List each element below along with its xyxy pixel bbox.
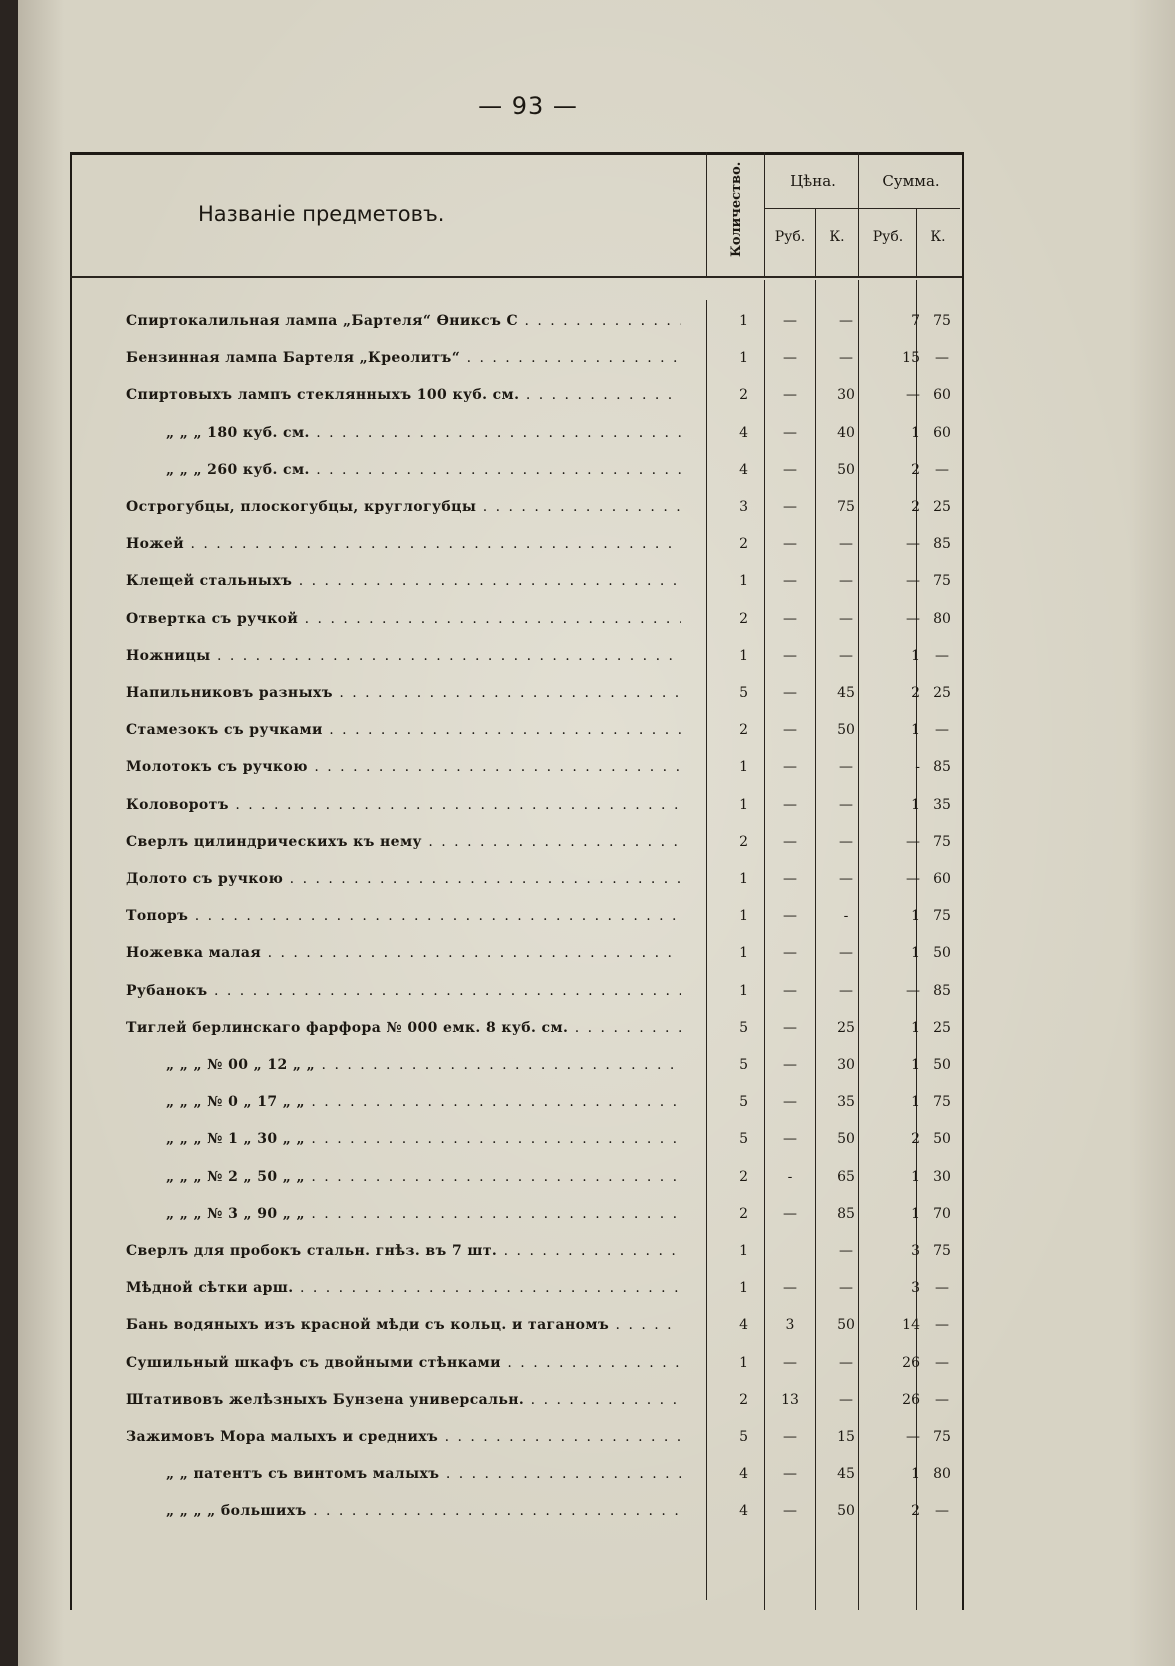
table-row	[18, 1159, 1175, 1196]
item-sum-rub: 2	[911, 1131, 920, 1147]
item-price-kop: —	[839, 871, 853, 887]
item-price-rub: —	[783, 983, 797, 999]
item-sum-rub: -	[915, 759, 920, 775]
item-name: Тиглей берлинскаго фарфора № 000 емк. 8 куб. см. . . .	[126, 1018, 681, 1038]
item-sum-rub: 2	[911, 685, 920, 701]
item-price-rub: 13	[781, 1392, 799, 1408]
item-sum-rub: —	[906, 871, 920, 887]
item-price-kop: 65	[837, 1169, 855, 1185]
item-price-rub: —	[783, 1131, 797, 1147]
item-price-kop: —	[839, 1243, 853, 1259]
item-sum-rub: 1	[911, 648, 920, 664]
item-price-kop: 50	[837, 1131, 855, 1147]
table-row	[18, 787, 1175, 824]
item-sum-kop: 75	[933, 834, 951, 850]
item-sum-kop: 85	[933, 536, 951, 552]
item-price-kop: 85	[837, 1206, 855, 1222]
table-row	[18, 1345, 1175, 1382]
item-price-kop: —	[839, 834, 853, 850]
col-line-qty	[764, 152, 765, 277]
item-sum-kop: 50	[933, 1057, 951, 1073]
item-sum-rub: 1	[911, 1020, 920, 1036]
item-name: „ „ „ № 0 „ 17 „ „ . . .	[126, 1092, 681, 1112]
item-quantity: 1	[739, 908, 748, 924]
item-name: „ „ „ 260 куб. см. . . .	[126, 460, 681, 480]
item-quantity: 1	[739, 1355, 748, 1371]
header-divider	[70, 276, 962, 278]
item-quantity: 5	[739, 685, 748, 701]
item-sum-rub: —	[906, 1429, 920, 1445]
item-sum-kop: 80	[933, 1466, 951, 1482]
item-price-kop: 75	[837, 499, 855, 515]
column-header-quantity: Количество.	[729, 161, 744, 257]
item-name: Молотокъ съ ручкою . . .	[126, 757, 681, 777]
item-sum-kop: —	[935, 1355, 949, 1371]
item-quantity: 2	[739, 611, 748, 627]
table-row	[18, 452, 1175, 489]
item-name: Спиртовыхъ лампъ стеклянныхъ 100 куб. см. . . .	[126, 385, 681, 405]
item-sum-rub: 15	[902, 350, 920, 366]
item-price-kop: 50	[837, 1317, 855, 1333]
table-row	[18, 1493, 1175, 1530]
column-header-sum-rub: Руб.	[872, 229, 904, 245]
item-name: „ „ „ 180 куб. см. . . .	[126, 423, 681, 443]
item-sum-kop: 75	[933, 573, 951, 589]
item-price-rub: —	[783, 387, 797, 403]
item-price-kop: 30	[837, 387, 855, 403]
item-name: Ножей . . .	[126, 534, 681, 554]
item-name: Сверлъ для пробокъ стальн. гнѣз. въ 7 шт. . . .	[126, 1241, 681, 1261]
item-quantity: 2	[739, 387, 748, 403]
item-price-kop: —	[839, 797, 853, 813]
item-price-kop: -	[843, 908, 849, 924]
item-name: „ „ „ № 00 „ 12 „ „ . . .	[126, 1055, 681, 1075]
item-sum-rub: 1	[911, 797, 920, 813]
item-name: „ „ „ № 2 „ 50 „ „ . . .	[126, 1167, 681, 1187]
table-row	[18, 1419, 1175, 1456]
item-sum-kop: —	[935, 1392, 949, 1408]
item-name: Мѣдной сѣтки арш. . . .	[126, 1278, 681, 1298]
item-quantity: 2	[739, 1206, 748, 1222]
item-sum-rub: —	[906, 611, 920, 627]
item-price-kop: —	[839, 1280, 853, 1296]
item-price-rub: —	[783, 908, 797, 924]
item-sum-kop: 60	[933, 425, 951, 441]
item-sum-rub: 26	[902, 1355, 920, 1371]
table-row	[18, 563, 1175, 600]
item-price-kop: —	[839, 611, 853, 627]
item-name: Рубанокъ . . .	[126, 981, 681, 1001]
item-quantity: 4	[739, 462, 748, 478]
item-price-rub: -	[787, 1169, 793, 1185]
item-quantity: 5	[739, 1094, 748, 1110]
table-row	[18, 638, 1175, 675]
table-row	[18, 415, 1175, 452]
item-price-kop: —	[839, 1392, 853, 1408]
item-sum-kop: 25	[933, 499, 951, 515]
item-price-rub: —	[783, 834, 797, 850]
item-quantity: 1	[739, 350, 748, 366]
item-price-rub: —	[783, 1355, 797, 1371]
item-price-rub: —	[783, 648, 797, 664]
item-sum-rub: —	[906, 387, 920, 403]
table-row	[18, 1121, 1175, 1158]
item-sum-kop: 75	[933, 313, 951, 329]
item-name: Стамезокъ съ ручками . . .	[126, 720, 681, 740]
item-price-rub: —	[783, 499, 797, 515]
item-price-rub: —	[783, 611, 797, 627]
table-row	[18, 973, 1175, 1010]
col-line-name	[706, 152, 707, 277]
column-header-sum: Сумма.	[882, 172, 940, 190]
item-name: Сверлъ цилиндрическихъ къ нему . . .	[126, 832, 681, 852]
item-sum-kop: 50	[933, 945, 951, 961]
item-sum-kop: 75	[933, 1429, 951, 1445]
item-sum-kop: 25	[933, 1020, 951, 1036]
column-header-items: Названіе предметовъ.	[198, 202, 445, 226]
item-price-rub: —	[783, 573, 797, 589]
table-row	[18, 601, 1175, 638]
item-price-rub: —	[783, 1503, 797, 1519]
item-price-kop: 25	[837, 1020, 855, 1036]
item-sum-rub: 1	[911, 1057, 920, 1073]
item-sum-kop: —	[935, 462, 949, 478]
item-name: Сушильный шкафъ съ двойными стѣнками . . .	[126, 1353, 681, 1373]
item-price-kop: 40	[837, 425, 855, 441]
item-price-rub: —	[783, 536, 797, 552]
item-sum-kop: 30	[933, 1169, 951, 1185]
item-sum-kop: —	[935, 1503, 949, 1519]
item-price-rub: —	[783, 1094, 797, 1110]
item-quantity: 5	[739, 1020, 748, 1036]
item-price-rub: —	[783, 350, 797, 366]
item-quantity: 4	[739, 425, 748, 441]
item-sum-rub: 1	[911, 722, 920, 738]
item-quantity: 1	[739, 648, 748, 664]
table-row	[18, 1196, 1175, 1233]
item-name: Острогубцы, плоскогубцы, круглогубцы . . .	[126, 497, 681, 517]
item-sum-kop: 25	[933, 685, 951, 701]
item-quantity: 1	[739, 573, 748, 589]
item-quantity: 2	[739, 536, 748, 552]
item-price-kop: —	[839, 313, 853, 329]
item-price-rub: —	[783, 945, 797, 961]
item-sum-rub: 1	[911, 908, 920, 924]
item-name: Клещей стальныхъ . . .	[126, 571, 681, 591]
item-sum-kop: —	[935, 722, 949, 738]
item-quantity: 5	[739, 1057, 748, 1073]
item-sum-rub: 2	[911, 499, 920, 515]
item-name: Штативовъ желѣзныхъ Бунзена универсальн. . . .	[126, 1390, 681, 1410]
item-quantity: 5	[739, 1429, 748, 1445]
item-price-rub: —	[783, 1280, 797, 1296]
item-price-rub: —	[783, 871, 797, 887]
item-sum-kop: 75	[933, 1243, 951, 1259]
item-sum-rub: —	[906, 834, 920, 850]
item-name: „ „ „ № 3 „ 90 „ „ . . .	[126, 1204, 681, 1224]
table-row	[18, 340, 1175, 377]
item-quantity: 5	[739, 1131, 748, 1147]
item-name: „ „ „ „ большихъ . . .	[126, 1501, 681, 1521]
item-quantity: 1	[739, 1280, 748, 1296]
item-sum-kop: 75	[933, 908, 951, 924]
item-price-kop: 45	[837, 1466, 855, 1482]
page-number: — 93 —	[478, 92, 578, 120]
item-price-kop: —	[839, 350, 853, 366]
item-price-kop: —	[839, 983, 853, 999]
column-header-price-kop: К.	[829, 229, 845, 245]
table-row	[18, 861, 1175, 898]
item-price-kop: 15	[837, 1429, 855, 1445]
item-price-kop: 35	[837, 1094, 855, 1110]
item-sum-rub: 26	[902, 1392, 920, 1408]
item-price-rub: 3	[785, 1317, 795, 1333]
item-sum-kop: 75	[933, 1094, 951, 1110]
item-sum-kop: —	[935, 1317, 949, 1333]
item-sum-rub: 1	[911, 425, 920, 441]
item-name: Топоръ . . .	[126, 906, 681, 926]
item-price-rub: —	[783, 1466, 797, 1482]
item-sum-rub: 2	[911, 1503, 920, 1519]
item-name: Ножевка малая . . .	[126, 943, 681, 963]
table-row	[18, 712, 1175, 749]
item-price-kop: 45	[837, 685, 855, 701]
item-price-rub: —	[783, 685, 797, 701]
item-price-kop: 50	[837, 722, 855, 738]
item-price-rub: —	[783, 797, 797, 813]
item-sum-kop: —	[935, 1280, 949, 1296]
table-row	[18, 1307, 1175, 1344]
item-price-kop: 50	[837, 462, 855, 478]
item-quantity: 1	[739, 1243, 748, 1259]
item-name: „ „ „ № 1 „ 30 „ „ . . .	[126, 1129, 681, 1149]
table-row	[18, 675, 1175, 712]
item-name: Коловоротъ . . .	[126, 795, 681, 815]
item-sum-rub: —	[906, 536, 920, 552]
item-price-kop: —	[839, 536, 853, 552]
item-sum-kop: 35	[933, 797, 951, 813]
item-sum-kop: —	[935, 350, 949, 366]
item-quantity: 2	[739, 722, 748, 738]
item-price-kop: —	[839, 648, 853, 664]
column-header-price: Цѣна.	[790, 172, 836, 190]
item-sum-kop: 50	[933, 1131, 951, 1147]
item-sum-kop: 60	[933, 871, 951, 887]
item-sum-kop: 85	[933, 983, 951, 999]
item-price-rub: —	[783, 1429, 797, 1445]
table-row	[18, 489, 1175, 526]
table-row	[18, 898, 1175, 935]
item-quantity: 2	[739, 1169, 748, 1185]
item-sum-rub: 1	[911, 1169, 920, 1185]
item-quantity: 4	[739, 1503, 748, 1519]
item-price-kop: 50	[837, 1503, 855, 1519]
item-name: Напильниковъ разныхъ . . .	[126, 683, 681, 703]
item-price-kop: —	[839, 945, 853, 961]
table-row	[18, 935, 1175, 972]
item-quantity: 1	[739, 759, 748, 775]
item-sum-rub: 1	[911, 1094, 920, 1110]
item-sum-kop: —	[935, 648, 949, 664]
item-quantity: 1	[739, 313, 748, 329]
item-name: Бань водяныхъ изъ красной мѣди съ кольц. и таганомъ . . .	[126, 1315, 681, 1335]
table-row	[18, 377, 1175, 414]
item-sum-rub: 3	[911, 1243, 920, 1259]
item-quantity: 1	[739, 871, 748, 887]
item-sum-rub: —	[906, 573, 920, 589]
item-quantity: 4	[739, 1317, 748, 1333]
col-line-price-sum	[858, 152, 859, 277]
item-price-rub: —	[783, 1206, 797, 1222]
item-price-rub: —	[783, 425, 797, 441]
item-sum-rub: 1	[911, 945, 920, 961]
table-row	[18, 1233, 1175, 1270]
price-sum-subdivider	[764, 208, 960, 209]
item-price-rub: —	[783, 462, 797, 478]
table-row	[18, 303, 1175, 340]
item-sum-rub: 1	[911, 1466, 920, 1482]
item-price-rub: —	[783, 722, 797, 738]
item-sum-kop: 70	[933, 1206, 951, 1222]
item-name: „ „ патентъ съ винтомъ малыхъ . . .	[126, 1464, 681, 1484]
table-row	[18, 1047, 1175, 1084]
table-row	[18, 1010, 1175, 1047]
item-name: Отвертка съ ручкой . . .	[126, 609, 681, 629]
table-row	[18, 526, 1175, 563]
table-row	[18, 824, 1175, 861]
column-header-sum-kop: К.	[930, 229, 946, 245]
item-quantity: 1	[739, 797, 748, 813]
item-sum-rub: 1	[911, 1206, 920, 1222]
table-row	[18, 1382, 1175, 1419]
item-price-kop: —	[839, 759, 853, 775]
item-sum-rub: 7	[911, 313, 920, 329]
item-sum-rub: —	[906, 983, 920, 999]
table-row	[18, 1456, 1175, 1493]
item-price-kop: —	[839, 1355, 853, 1371]
item-sum-kop: 85	[933, 759, 951, 775]
item-name: Долото съ ручкою . . .	[126, 869, 681, 889]
item-price-rub: —	[783, 1020, 797, 1036]
item-price-rub: —	[783, 759, 797, 775]
item-quantity: 4	[739, 1466, 748, 1482]
item-name: Ножницы . . .	[126, 646, 681, 666]
table-row	[18, 1270, 1175, 1307]
item-sum-kop: 60	[933, 387, 951, 403]
item-sum-rub: 3	[911, 1280, 920, 1296]
item-quantity: 3	[739, 499, 748, 515]
item-quantity: 2	[739, 834, 748, 850]
table-row	[18, 1084, 1175, 1121]
item-price-rub: —	[783, 313, 797, 329]
item-price-rub: —	[783, 1057, 797, 1073]
item-name: Зажимовъ Мора малыхъ и среднихъ . . .	[126, 1427, 681, 1447]
item-price-kop: 30	[837, 1057, 855, 1073]
item-sum-rub: 14	[902, 1317, 920, 1333]
table-row	[18, 749, 1175, 786]
item-quantity: 1	[739, 945, 748, 961]
column-header-price-rub: Руб.	[774, 229, 806, 245]
item-quantity: 2	[739, 1392, 748, 1408]
item-sum-rub: 2	[911, 462, 920, 478]
item-price-kop: —	[839, 573, 853, 589]
item-quantity: 1	[739, 983, 748, 999]
item-name: Спиртокалильная лампа „Бартеля“ Ѳниксъ С . . .	[126, 311, 681, 331]
item-name: Бензинная лампа Бартеля „Креолитъ“ . . .	[126, 348, 681, 368]
item-sum-kop: 80	[933, 611, 951, 627]
document-page	[18, 0, 1175, 1666]
